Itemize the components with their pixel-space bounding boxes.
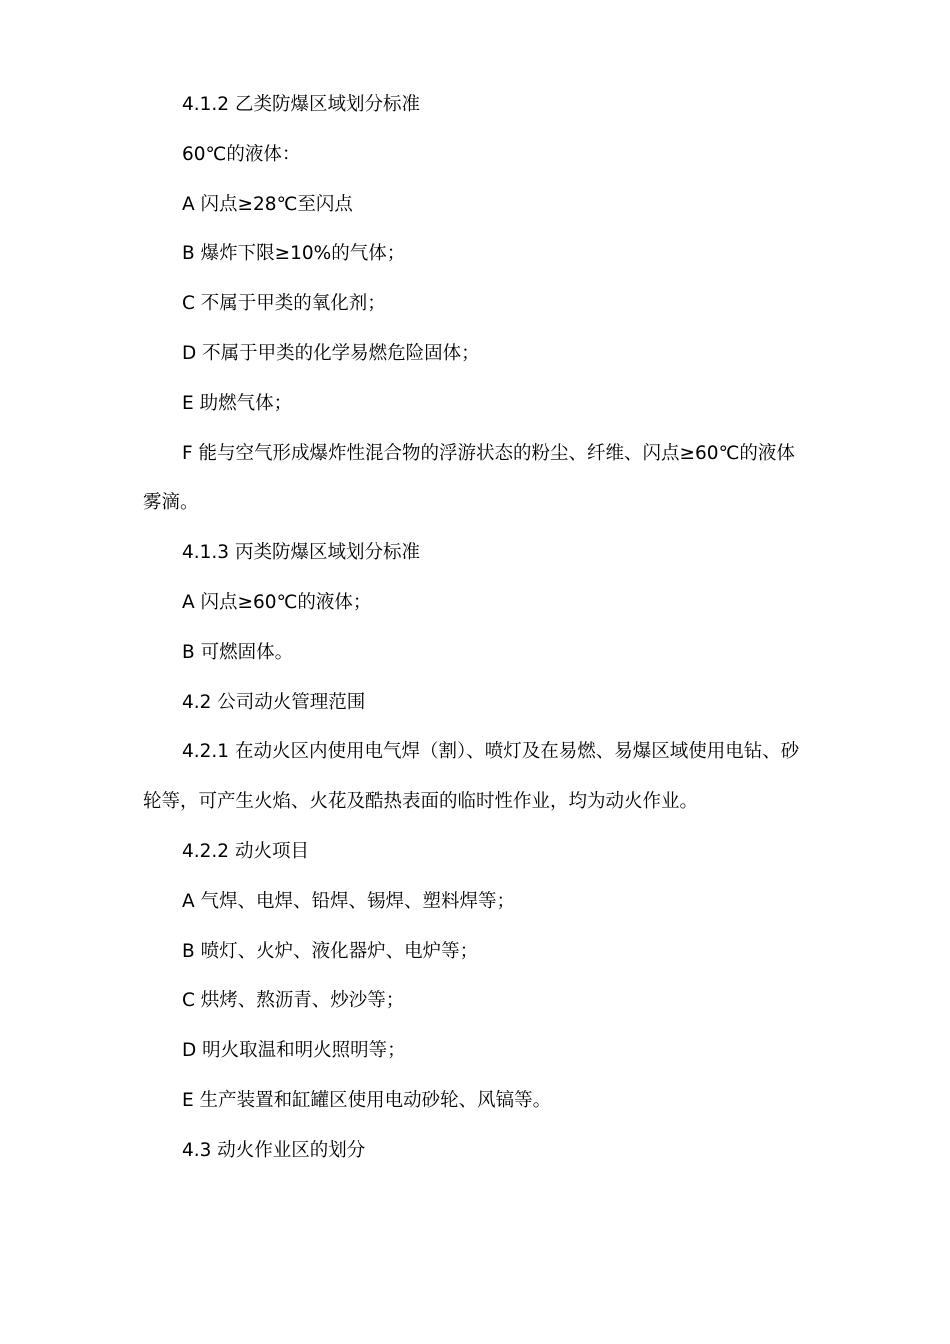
section-heading-4-1-3: 4.1.3 丙类防爆区域划分标准 <box>182 542 420 564</box>
section-heading-4-3: 4.3 动火作业区的划分 <box>182 1139 366 1161</box>
list-item-b: B 可燃固体。 <box>182 641 294 663</box>
document-body <box>143 80 808 1176</box>
paragraph-4-2-1: 4.2.1 在动火区内使用电气焊（割）、喷灯及在易燃、易爆区域使用电钻、砂轮等，可产生火焰、火花及酷热表面的临时性作业，均为动火作业。 <box>143 741 800 813</box>
section-heading-4-1-2: 4.1.2 乙类防爆区域划分标准 <box>182 94 420 115</box>
list-item-e: E 助燃气体； <box>182 392 293 414</box>
list-item-b: B 爆炸下限≥10%的气体； <box>182 243 406 265</box>
list-item-a: A 闪点≥60℃的液体； <box>182 591 372 613</box>
list-item-d: D 明火取温和明火照明等； <box>182 1040 406 1062</box>
list-item-c: C 不属于甲类的氧化剂； <box>182 293 386 315</box>
list-item-a: A 气焊、电焊、铅焊、锡焊、塑料焊等； <box>182 890 516 912</box>
paragraph: 60℃的液体： <box>182 143 301 165</box>
list-item-a: A 闪点≥28℃至闪点 <box>182 193 353 215</box>
list-item-b: B 喷灯、火炉、液化器炉、电炉等； <box>182 940 479 962</box>
list-item-c: C 烘烤、熬沥青、炒沙等； <box>182 990 405 1012</box>
list-item-f: F 能与空气形成爆炸性混合物的浮游状态的粉尘、纤维、闪点≥60℃的液体雾滴。 <box>143 442 795 514</box>
section-heading-4-2: 4.2 公司动火管理范围 <box>182 691 366 713</box>
section-heading-4-2-2: 4.2.2 动火项目 <box>182 840 309 862</box>
list-item-e: E 生产装置和缸罐区使用电动砂轮、风镐等。 <box>182 1089 552 1111</box>
list-item-d: D 不属于甲类的化学易燃危险固体； <box>182 342 480 364</box>
